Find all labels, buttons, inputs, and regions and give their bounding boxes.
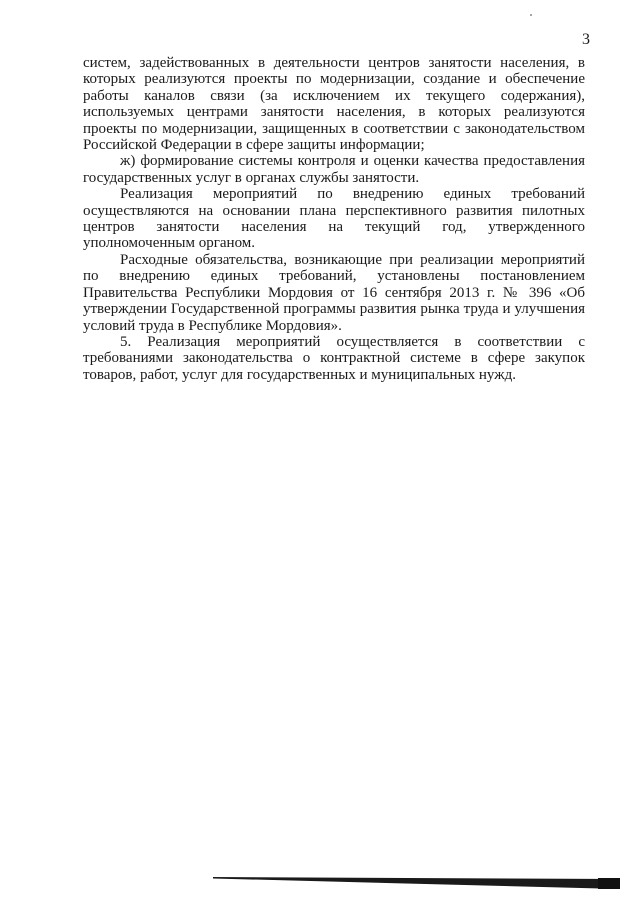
paragraph-section-5: 5. Реализация мероприятий осуществляется в соответствии с требованиями законодательства о контрактной системе в сфере закупок товаров, работ, услуг для государственных и муниципальных нужд. — [83, 333, 585, 383]
scan-edge-bar — [213, 875, 620, 889]
paragraph-implementation-basis: Реализация мероприятий по внедрению единых требований осуществляются на основании плана перспективного развития пилотных центров занятости населения на текущий год, утвержденного уполномоченным органом. — [83, 186, 585, 252]
paragraph-item-zh: ж) формирование системы контроля и оценки качества предоставления государственных услуг в органах службы занятости. — [83, 153, 585, 186]
paragraph-expenditure-obligations: Расходные обязательства, возникающие при реализации мероприятий по внедрению единых требований, установлены постановлением Правительства Республики Мордовия от 16 сентября 2013 г. № 396 «Об утверждении Государственной программы развития рынка труда и улучшения условий труда в Республике Мордовия». — [83, 251, 585, 334]
page-number: 3 — [582, 31, 590, 48]
paragraph-continuation: систем, задействованных в деятельности центров занятости населения, в которых реализуются проекты по модернизации, создание и обеспечение работы каналов связи (за исключением их текущего содержания), используемых центрами занятости населения, в которых реализуются проекты по модернизации, защищенных в соответствии с законодательством Российской Федерации в сфере защиты информации; — [83, 55, 585, 154]
scan-speck — [530, 14, 532, 16]
document-body — [83, 55, 585, 383]
